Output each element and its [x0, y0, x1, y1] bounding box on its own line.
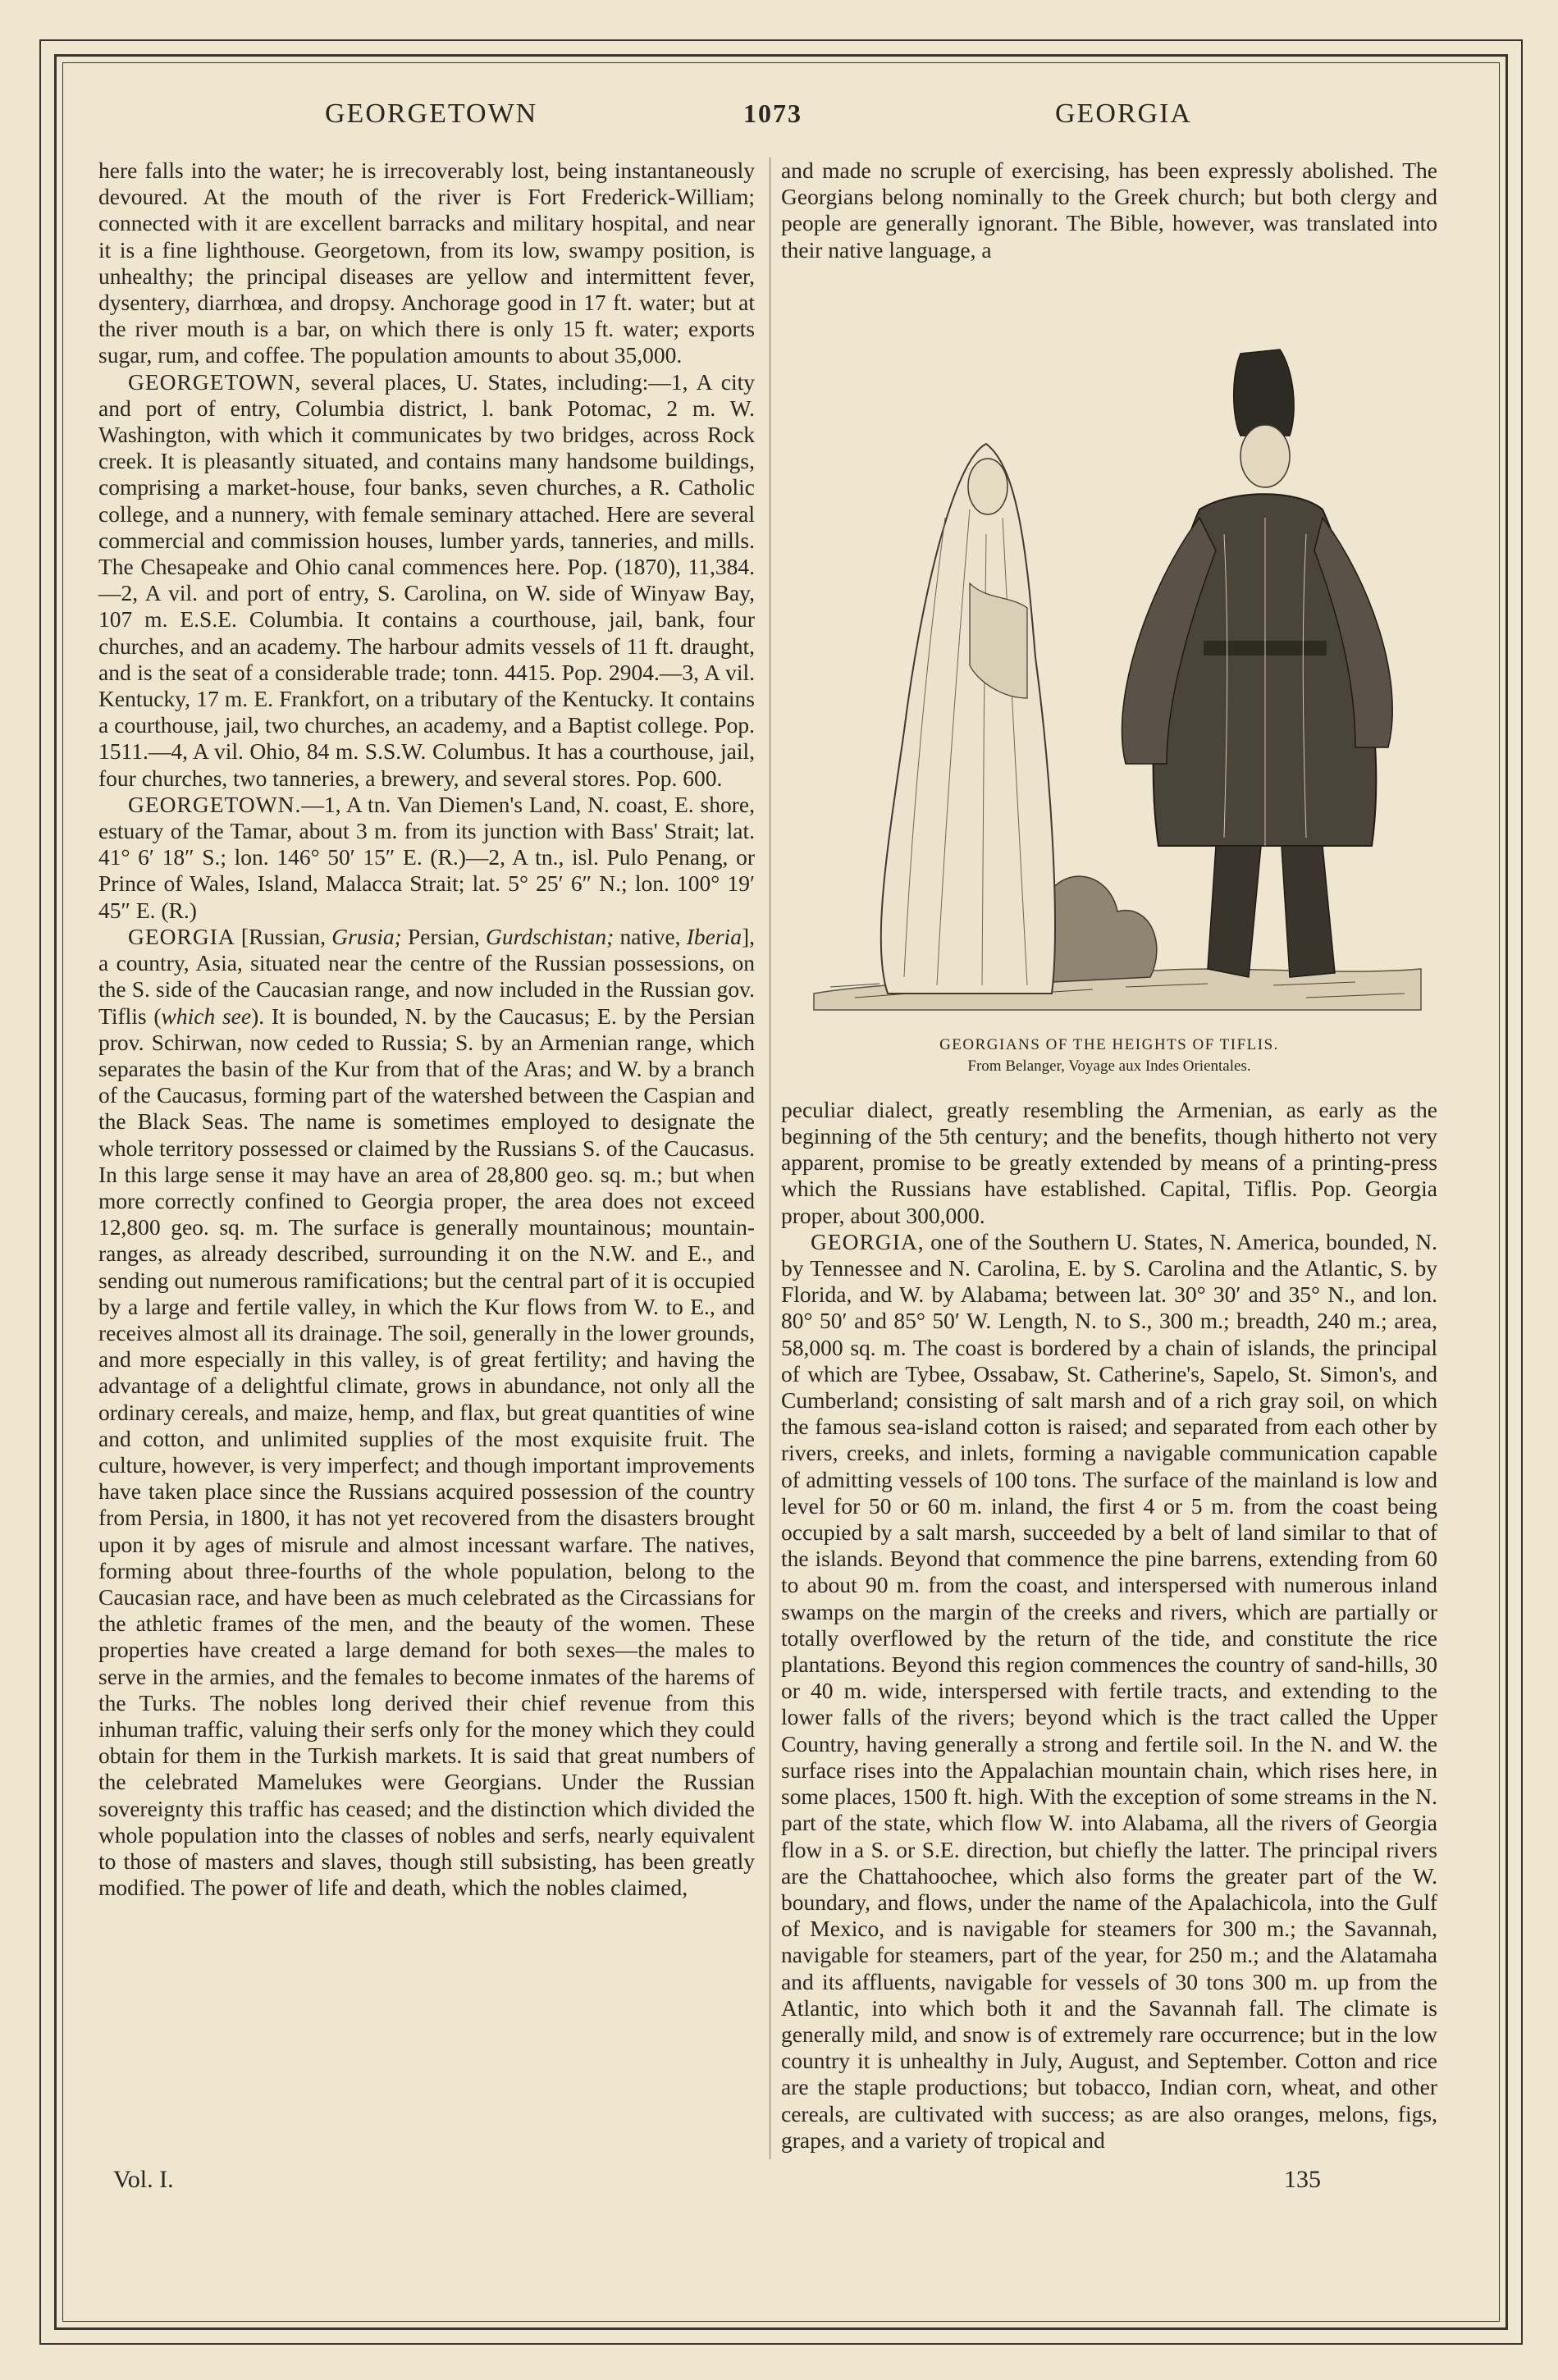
header-right-title: GEORGIA	[1055, 98, 1192, 129]
right-column	[781, 158, 1437, 2159]
illustration-georgians	[781, 272, 1437, 1092]
entry-body: native,	[614, 923, 687, 949]
entry-headword: GEORGETOWN.	[128, 791, 302, 817]
entry-body: —1, A tn. Van Diemen's Land, N. coast, E. shore, estuary of the Tamar, about 3 m. from its junction with Bass' Strait; lat. 41° 6′ 18″ S.; lon. 146° 50′ 15″ E. (R.)—2, A tn., isl. Pulo Penang, or Prince of Wales, Island, Malacca Strait; lat. 5° 25′ 6″ N.; lon. 100° 19′ 45″ E. (R.)	[98, 791, 755, 923]
entry-headword: GEORGETOWN,	[128, 368, 302, 395]
entry-georgia-asia	[98, 924, 755, 1902]
entry-body: several places, U. States, including:—1, A city and port of entry, Columbia district, l. bank Potomac, 2 m. W. Washington, with which it communicates by two bridges, across Rock creek. It is pleasantly situated, and contains many handsome buildings, comprising a market-house, four banks, seven churches, a R. Catholic college, and a nunnery, with female seminary attached. Here are several commercial and commission houses, lumber yards, tanneries, and mills. The Chesapeake and Ohio canal commences here. Pop. (1870), 11,384.—2, A vil. and port of entry, S. Carolina, on W. side of Winyaw Bay, 107 m. E.S.E. Columbia. It contains a courthouse, jail, bank, four churches, and an academy. The harbour admits vessels of 11 ft. draught, and is the seat of a considerable trade; tonn. 4415. Pop. 2904.—3, A vil. Kentucky, 17 m. E. Frankfort, on a tributary of the Kentucky. It contains a courthouse, jail, two churches, an academy, and a Baptist college. Pop. 1511.—4, A vil. Ohio, 84 m. S.S.W. Columbus. It has a courthouse, jail, four churches, two tanneries, a brewery, and several stores. Pop. 600.	[98, 368, 755, 791]
running-header	[79, 98, 1483, 148]
man-figure	[1122, 349, 1393, 977]
entry-georgia-us	[781, 1229, 1437, 2154]
italic-term: Grusia;	[331, 923, 402, 949]
page-number: 1073	[743, 98, 802, 128]
entry-body: one of the Southern U. States, N. America, bounded, N. by Tennessee and N. Carolina, E. by S. Carolina and the Atlantic, S. by Florida, and W. by Alabama; between lat. 30° 30′ and 35° N., and lon. 80° 50′ and 85° 50′ W. Length, N. to S., 300 m.; breadth, 240 m.; area, 58,000 sq. m. The coast is bordered by a chain of islands, the principal of which are Tybee, Ossabaw, St. Catherine's, Sapelo, St. Simon's, and Cumberland; consisting of salt marsh and of a rich gray soil, on which the famous sea-island cotton is raised; and separated from each other by rivers, creeks, and inlets, forming a navigable communication capable of admitting vessels of 100 tons. The surface of the mainland is low and level for 50 or 60 m. inland, the first 4 or 5 m. from the coast being occupied by a salt marsh, succeeded by a belt of land similar to that of the islands. Beyond that commence the pine barrens, extending from 60 to about 90 m. from the coast, and interspersed with numerous inland swamps on the margin of the creeks and rivers, which are partially or totally overflowed by the return of the tide, and constitute the rice plantations. Beyond this region commences the country of sand-hills, 30 or 40 m. wide, interspersed with fertile tracts, and extending to the lower falls of the rivers; beyond which is the tract called the Upper Country, having generally a strong and fertile soil. In the N. and W. the surface rises into the Appalachian mountain chain, which rises here, in some places, 1500 ft. high. With the exception of some streams in the N. part of the state, which flow W. into Alabama, all the rivers of Georgia flow in a S. or S.E. direction, but chiefly the latter. The principal rivers are the Chattahoochee, which also forms the greater part of the W. boundary, and flows, under the name of the Apalachicola, into the Gulf of Mexico, and is navigable for steamers for 300 m.; the Savannah, navigable for steamers, part of the year, for 250 m.; and the Alatamaha and its affluents, navigable for vessels of 30 tons 300 m. up from the Atlantic, into which both it and the Savannah fall. The climate is generally mild, and snow is of extremely rare occurrence; but in the low country it is unhealthy in July, August, and September. Cotton and rice are the staple productions; but tobacco, Indian corn, wheat, and other cereals, are cultivated with success; as are also oranges, melons, figs, grapes, and a variety of tropical and	[781, 1228, 1437, 2153]
entry-body: ], a country, Asia, situated near the centre of the Russian possessions, on the S. side of the Caucasian range, and now included in the Russian gov. Tiflis (	[98, 923, 755, 1029]
entry-headword: GEORGIA,	[811, 1228, 925, 1254]
engraving-figure	[781, 272, 1437, 1035]
entry-body: Persian,	[401, 923, 486, 949]
italic-term: which see	[161, 1003, 252, 1029]
paragraph-georgia-asia-continued: and made no scruple of exercising, has been expressly abolished. The Georgians belong nominally to the Greek church; but both clergy and people are generally ignorant. The Bible, however, was translated into their native language, a	[781, 158, 1437, 263]
entry-body: ). It is bounded, N. by the Caucasus; E. by the Persian prov. Schirwan, now ceded to Russia; S. by an Armenian range, which separates the basin of the Kur from that of the Aras; and W. by a branch of the Caucasus, forming part of the watershed between the Caspian and the Black Seas. The name is sometimes employed to designate the whole territory possessed or claimed by the Russians S. of the Caucasus. In this large sense it may have an area of 28,800 geo. sq. m.; but when more correctly confined to Georgia proper, the area does not exceed 12,800 geo. sq. m. The surface is generally mountainous; mountain-ranges, as already described, surrounding it on the N.W. and E., and sending out numerous ramifications; but the central part of it is occupied by a large and fertile valley, in which the Kur flows from W. to E., and receives almost all its drainage. The soil, generally in the lower grounds, and more especially in this valley, is of great fertility; and having the advantage of a delightful climate, grows in abundance, not only all the ordinary cereals, and maize, hemp, and flax, but great quantities of wine and cotton, and unlimited supplies of the most exquisite fruit. The culture, however, is very imperfect; and though important improvements have taken place since the Russians acquired possession of the country from Persia, in 1800, it has not yet recovered from the disasters brought upon it by ages of misrule and almost incessant warfare. The natives, forming about three-fourths of the whole population, belong to the Caucasian race, and have been as much celebrated as the Circassians for the athletic frames of the men, and the beauty of the women. These properties have created a large demand for both sexes—the males to serve in the armies, and the females to become inmates of the harems of the Turks. The nobles long derived their chief revenue from this inhuman traffic, valuing their serfs only for the money which they could obtain for them in the Turkish markets. It is said that great numbers of the celebrated Mamelukes were Georgians. Under the Russian sovereignty this traffic has ceased; and the distinction which divided the whole population into the classes of nobles and serfs, nearly equivalent to those of masters and slaves, though still subsisting, has been greatly modified. The power of life and death, which the nobles claimed,	[98, 1003, 755, 1901]
italic-term: Gurdschistan;	[485, 923, 615, 949]
paragraph-georgia-asia-end: peculiar dialect, greatly resembling the Armenian, as early as the beginning of the 5th century; and the benefits, though hitherto not very apparent, promise to be greatly extended by means of a printing-press which the Russians have established. Capital, Tiflis. Pop. Georgia proper, about 300,000.	[781, 1096, 1437, 1228]
italic-term: Iberia	[686, 923, 742, 949]
entry-headword: GEORGIA	[128, 923, 235, 949]
entry-body: [Russian,	[235, 923, 332, 949]
left-column	[98, 158, 755, 2159]
entry-georgetown-other	[98, 792, 755, 924]
paragraph-georgetown-guiana-end: here falls into the water; he is irrecoverably lost, being instantaneously devoured. At the mouth of the river is Fort Frederick-William; connected with it are excellent barracks and military hospital, and near it is a fine lighthouse. Georgetown, from its low, swampy position, is unhealthy; the principal diseases are yellow and intermittent fever, dysentery, diarrhœa, and dropsy. Anchorage good in 17 ft. water; but at the river mouth is a bar, on which there is only 15 ft. water; exports sugar, rum, and coffee. The population amounts to about 35,000.	[98, 158, 755, 368]
figure-caption: GEORGIANS OF THE HEIGHTS OF TIFLIS.	[939, 1035, 1279, 1053]
volume-label: Vol. I.	[113, 2166, 174, 2193]
entry-georgetown-us	[98, 369, 755, 792]
signature-mark: 135	[1284, 2166, 1321, 2193]
header-left-title: GEORGETOWN	[325, 98, 538, 129]
woman-figure	[881, 444, 1055, 994]
figure-credit: From Belanger, Voyage aux Indes Orientales.	[967, 1057, 1251, 1075]
